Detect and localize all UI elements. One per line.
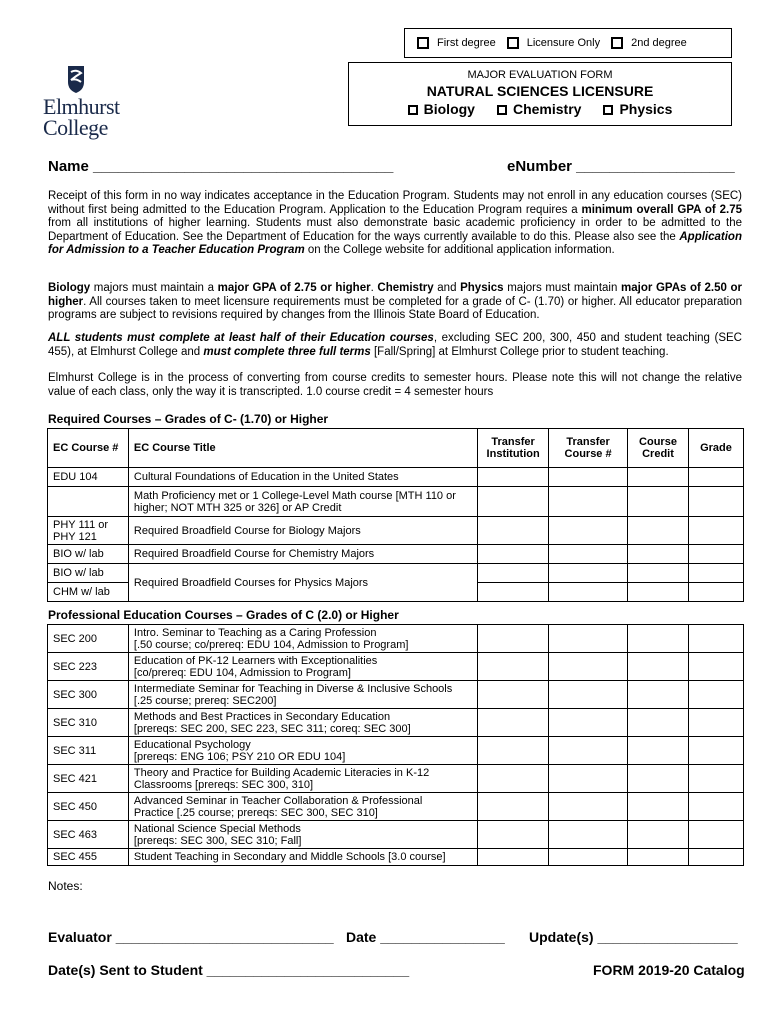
grade-cell[interactable] <box>688 468 743 487</box>
professional-courses-title: Professional Education Courses – Grades of C (2.0) or Higher <box>48 608 399 622</box>
option-second-degree[interactable]: 2nd degree <box>611 37 687 49</box>
course-title: Math Proficiency met or 1 College-Level Math course [MTH 110 or higher; NOT MTH 325 or 326] or AP Credit <box>128 487 477 517</box>
notes-label: Notes: <box>48 879 83 893</box>
option-biology[interactable]: Biology <box>408 101 475 117</box>
transfer-institution-cell[interactable] <box>478 849 549 866</box>
credit-cell[interactable] <box>628 545 689 564</box>
transfer-course-cell[interactable] <box>549 709 628 737</box>
grade-cell[interactable] <box>689 709 744 737</box>
credit-cell[interactable] <box>628 793 689 821</box>
option-licensure-only[interactable]: Licensure Only <box>507 37 600 49</box>
table-row <box>48 821 744 849</box>
grade-cell[interactable] <box>688 517 743 545</box>
course-code: SEC 200 <box>48 625 129 653</box>
table-row <box>48 468 744 487</box>
credit-cell[interactable] <box>628 517 689 545</box>
table-row <box>48 681 744 709</box>
transfer-institution-cell[interactable] <box>478 765 549 793</box>
gpa-paragraph: Biology majors must maintain a major GPA of 2.75 or higher. Chemistry and Physics majors must maintain major GPAs of 2.50 or higher. All courses taken to meet licensure requirements must be completed for a grade of C- (1.70) or higher. All educator preparation programs are subject to revisions required by changes from the Illinois State Board of Education. <box>48 282 743 322</box>
credit-conversion-paragraph: Elmhurst College is in the process of converting from course credits to semester hours. Please note this will not change the relative value of each class, only the way it is transcripted. 1.0 course credit = 4 semester hours <box>48 372 742 398</box>
table-row <box>48 653 744 681</box>
grade-cell[interactable] <box>689 653 744 681</box>
credit-cell[interactable] <box>628 737 689 765</box>
seal-icon <box>60 64 90 94</box>
col-header: Course Credit <box>628 429 689 468</box>
course-title-line: Educational Psychology <box>133 738 251 751</box>
checkbox-icon[interactable] <box>497 105 507 115</box>
transfer-institution-cell[interactable] <box>478 487 549 517</box>
course-prereq-line: Practice [.25 course; prereqs: SEC 300, SEC 310] <box>133 806 378 819</box>
grade-cell[interactable] <box>689 821 744 849</box>
updates-field[interactable]: Update(s) __________________ <box>529 929 738 945</box>
logo-line1: Elmhurst <box>43 94 120 119</box>
grade-cell[interactable] <box>689 849 744 866</box>
checkbox-icon[interactable] <box>611 37 623 49</box>
transfer-institution-cell[interactable] <box>478 583 549 602</box>
degree-type-options <box>404 28 732 58</box>
course-title <box>128 765 478 793</box>
credit-cell[interactable] <box>628 849 689 866</box>
col-header: Transfer Course # <box>549 429 628 468</box>
grade-cell[interactable] <box>689 625 744 653</box>
col-header: Transfer Institution <box>478 429 549 468</box>
course-title-line: National Science Special Methods <box>133 822 301 835</box>
course-title <box>128 849 478 866</box>
grade-cell[interactable] <box>688 487 743 517</box>
course-code: EDU 104 <box>48 468 129 487</box>
table-row <box>48 709 744 737</box>
course-title: Required Broadfield Course for Chemistry Majors <box>128 545 477 564</box>
credit-cell[interactable] <box>628 821 689 849</box>
table-row <box>48 625 744 653</box>
logo-line2: College <box>43 115 108 140</box>
course-title <box>128 681 478 709</box>
transfer-course-cell[interactable] <box>549 821 628 849</box>
grade-cell[interactable] <box>688 545 743 564</box>
credit-cell[interactable] <box>628 468 689 487</box>
col-header: EC Course # <box>48 429 129 468</box>
course-title-line: Intermediate Seminar for Teaching in Diverse & Inclusive Schools <box>133 682 453 695</box>
transfer-institution-cell[interactable] <box>478 681 549 709</box>
form-title: NATURAL SCIENCES LICENSURE <box>426 83 654 99</box>
form-catalog-label: FORM 2019-20 Catalog <box>593 962 745 978</box>
course-code: SEC 463 <box>48 821 129 849</box>
transfer-course-cell[interactable] <box>549 468 628 487</box>
grade-cell[interactable] <box>689 765 744 793</box>
course-title: Required Broadfield Course for Biology Majors <box>128 517 477 545</box>
course-code: SEC 300 <box>48 681 129 709</box>
table-row <box>48 793 744 821</box>
college-logo <box>40 64 130 139</box>
course-prereq-line: [prereqs: SEC 300, SEC 310; Fall] <box>133 834 302 847</box>
transfer-institution-cell[interactable] <box>478 709 549 737</box>
transfer-institution-cell[interactable] <box>478 737 549 765</box>
form-title-box <box>348 62 732 126</box>
course-title <box>128 737 478 765</box>
major-options <box>349 101 731 117</box>
course-prereq-line: [co/prereq: EDU 104, Admission to Program] <box>133 666 351 679</box>
grade-cell[interactable] <box>688 564 743 583</box>
grade-cell[interactable] <box>689 681 744 709</box>
enumber-field[interactable]: eNumber ___________________ <box>507 158 735 175</box>
grade-cell[interactable] <box>689 793 744 821</box>
transfer-institution-cell[interactable] <box>478 564 549 583</box>
credit-cell[interactable] <box>628 564 689 583</box>
transfer-course-cell[interactable] <box>549 653 628 681</box>
transfer-course-cell[interactable] <box>549 564 628 583</box>
table-row <box>48 564 744 583</box>
table-row <box>48 517 744 545</box>
credit-cell[interactable] <box>628 583 689 602</box>
grade-cell[interactable] <box>689 737 744 765</box>
table-row <box>48 545 744 564</box>
transfer-course-cell[interactable] <box>549 737 628 765</box>
transfer-institution-cell[interactable] <box>478 468 549 487</box>
required-courses-title: Required Courses – Grades of C- (1.70) or Higher <box>48 412 329 426</box>
course-title <box>128 821 478 849</box>
course-title <box>128 793 478 821</box>
credit-cell[interactable] <box>628 765 689 793</box>
transfer-course-cell[interactable] <box>549 793 628 821</box>
course-title-line: Student Teaching in Secondary and Middle Schools [3.0 course] <box>133 851 446 863</box>
course-code: CHM w/ lab <box>48 583 129 602</box>
date-field[interactable]: Date ________________ <box>346 929 505 945</box>
credit-cell[interactable] <box>628 681 689 709</box>
col-header: EC Course Title <box>128 429 477 468</box>
course-code: PHY 111 or PHY 121 <box>48 517 129 545</box>
table-row <box>48 765 744 793</box>
course-code: SEC 223 <box>48 653 129 681</box>
grade-cell[interactable] <box>688 583 743 602</box>
date-sent-field[interactable]: Date(s) Sent to Student __________________________ <box>48 962 410 978</box>
course-title-line: Intro. Seminar to Teaching as a Caring Profession <box>133 626 377 639</box>
required-courses-table <box>47 428 744 602</box>
col-header: Grade <box>688 429 743 468</box>
course-code: BIO w/ lab <box>48 564 129 583</box>
evaluator-field[interactable]: Evaluator ____________________________ <box>48 929 334 945</box>
course-title <box>128 625 478 653</box>
course-title-line: Advanced Seminar in Teacher Collaboration & Professional <box>133 794 423 807</box>
course-title-line: Theory and Practice for Building Academic Literacies in K-12 <box>133 766 430 779</box>
table-header-row <box>48 429 744 468</box>
checkbox-icon[interactable] <box>417 37 429 49</box>
transfer-course-cell[interactable] <box>549 487 628 517</box>
checkbox-icon[interactable] <box>603 105 613 115</box>
name-field[interactable]: Name ____________________________________ <box>48 158 394 175</box>
course-title <box>128 653 478 681</box>
option-chemistry[interactable]: Chemistry <box>497 101 581 117</box>
credit-cell[interactable] <box>628 653 689 681</box>
transfer-course-cell[interactable] <box>549 625 628 653</box>
form-subtitle: MAJOR EVALUATION FORM <box>467 69 613 81</box>
transfer-course-cell[interactable] <box>549 583 628 602</box>
transfer-course-cell[interactable] <box>549 849 628 866</box>
course-code <box>48 487 129 517</box>
course-prereq-line: [.50 course; co/prereq: EDU 104, Admission to Program] <box>133 638 409 651</box>
professional-courses-table <box>47 624 744 866</box>
credit-cell[interactable] <box>628 625 689 653</box>
course-prereq-line: Classrooms [prereqs: SEC 300, 310] <box>133 778 314 791</box>
transfer-course-cell[interactable] <box>549 681 628 709</box>
transfer-institution-cell[interactable] <box>478 625 549 653</box>
checkbox-icon[interactable] <box>408 105 418 115</box>
table-row <box>48 849 744 866</box>
transfer-institution-cell[interactable] <box>478 793 549 821</box>
credit-cell[interactable] <box>628 709 689 737</box>
option-physics[interactable]: Physics <box>603 101 672 117</box>
transfer-course-cell[interactable] <box>549 545 628 564</box>
course-code: BIO w/ lab <box>48 545 129 564</box>
course-code: SEC 421 <box>48 765 129 793</box>
admission-paragraph: Receipt of this form in no way indicates acceptance in the Education Program. Students may not enroll in any education courses (SEC) without first being admitted to the Education Program. Application to the Education Program requires a minimum overall GPA of 2.75 from all institutions of higher learning. Students must also demonstrate basic academic proficiency in order to be admitted to the Department of Education. See the Department of Education for the ways currently available to do this. Please also see the Application for Admission to a Teacher Education Program on the College website for additional application information. <box>48 190 742 257</box>
checkbox-icon[interactable] <box>507 37 519 49</box>
course-code: SEC 311 <box>48 737 129 765</box>
course-prereq-line: [prereqs: SEC 200, SEC 223, SEC 311; coreq: SEC 300] <box>133 722 411 735</box>
transfer-institution-cell[interactable] <box>478 821 549 849</box>
course-prereq-line: [.25 course; prereq: SEC200] <box>133 694 277 707</box>
course-title: Cultural Foundations of Education in the United States <box>128 468 477 487</box>
transfer-course-cell[interactable] <box>549 765 628 793</box>
transfer-institution-cell[interactable] <box>478 517 549 545</box>
residency-paragraph: ALL students must complete at least half of their Education courses, excluding SEC 200, 300, 450 and student teaching (SEC 455), at Elmhurst College and must complete three full terms [Fall/Spring] at Elmhurst College prior to student teaching. <box>48 332 742 358</box>
course-prereq-line: [prereqs: ENG 106; PSY 210 OR EDU 104] <box>133 750 346 763</box>
course-code: SEC 455 <box>48 849 129 866</box>
course-title: Required Broadfield Courses for Physics Majors <box>128 564 477 602</box>
course-title-line: Education of PK-12 Learners with Exceptionalities <box>133 654 378 667</box>
transfer-institution-cell[interactable] <box>478 545 549 564</box>
transfer-course-cell[interactable] <box>549 517 628 545</box>
option-first-degree[interactable]: First degree <box>417 37 496 49</box>
course-code: SEC 310 <box>48 709 129 737</box>
transfer-institution-cell[interactable] <box>478 653 549 681</box>
course-title-line: Methods and Best Practices in Secondary Education <box>133 710 391 723</box>
credit-cell[interactable] <box>628 487 689 517</box>
course-code: SEC 450 <box>48 793 129 821</box>
table-row <box>48 487 744 517</box>
table-row <box>48 737 744 765</box>
course-title <box>128 709 478 737</box>
